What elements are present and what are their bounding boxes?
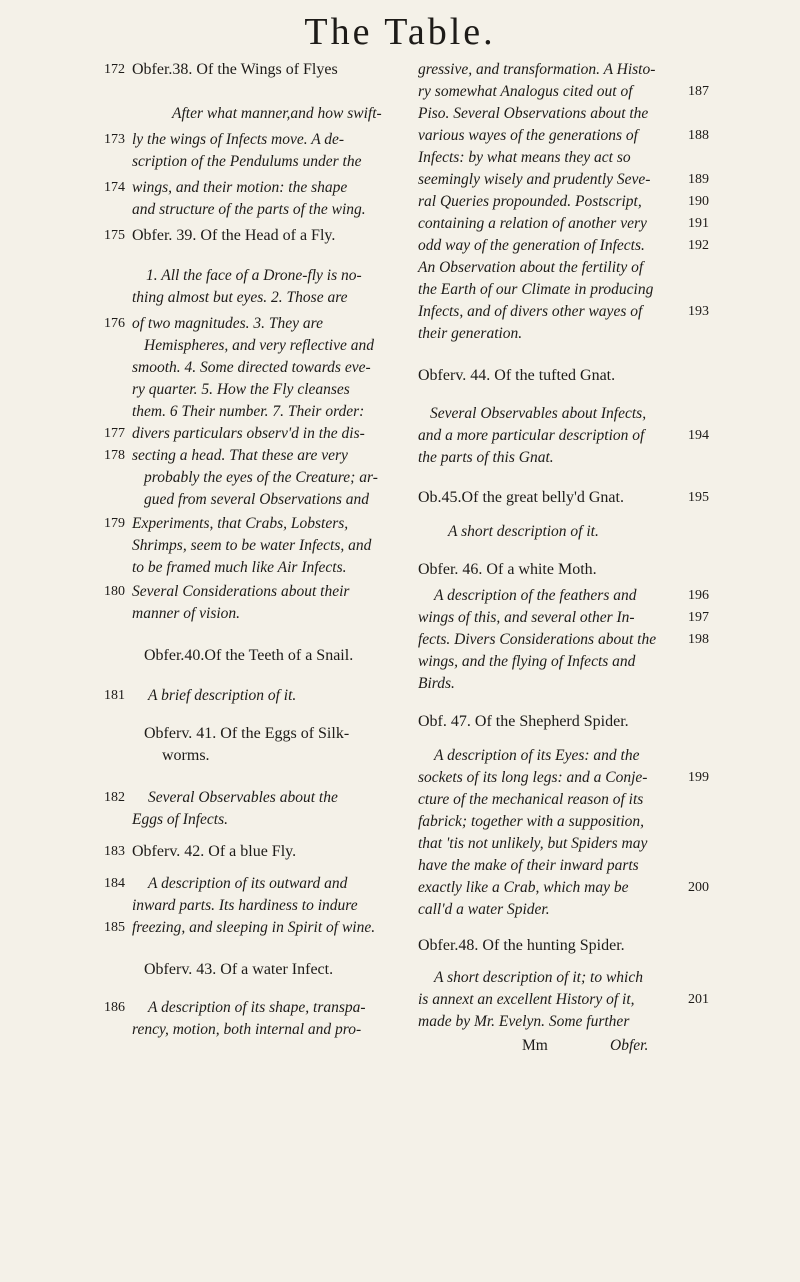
entry-line: ral Queries propounded. Postscript,: [418, 193, 642, 210]
entry-line: sockets of its long legs: and a Conje-: [418, 769, 648, 786]
observation-heading: Obferv. 44. Of the tufted Gnat.: [418, 367, 616, 384]
observation-heading: Obfer. 39. Of the Head of a Fly.: [132, 227, 336, 244]
entry-line: that 'tis not unlikely, but Spiders may: [418, 835, 648, 852]
page-number: 177: [104, 426, 125, 441]
observation-heading: Obferv. 42. Of a blue Fly.: [132, 843, 297, 860]
entry-line: exactly like a Crab, which may be: [418, 879, 629, 896]
entry-line: seemingly wisely and prudently Seve-: [418, 171, 651, 188]
entry-line: Hemispheres, and very reflective and: [144, 337, 374, 354]
page-number: 194: [688, 428, 709, 443]
observation-heading: Obfer. 46. Of a white Moth.: [418, 561, 597, 578]
entry-line: of two magnitudes. 3. They are: [132, 315, 324, 332]
page-number: 183: [104, 844, 125, 859]
entry-line: cture of the mechanical reason of its: [418, 791, 644, 808]
page-number: 174: [104, 180, 125, 195]
entry-line: various wayes of the generations of: [418, 127, 638, 144]
entry-line: A description of the feathers and: [434, 587, 637, 604]
entry-line: them. 6 Their number. 7. Their order:: [132, 403, 365, 420]
entry-line: to be framed much like Air Infects.: [132, 559, 347, 576]
page-number: 172: [104, 62, 125, 77]
entry-line: thing almost but eyes. 2. Those are: [132, 289, 348, 306]
entry-line: wings of this, and several other In-: [418, 609, 635, 626]
page-number: 200: [688, 880, 709, 895]
entry-line: Infects: by what means they act so: [418, 149, 631, 166]
page-number: 182: [104, 790, 125, 805]
entry-line: Eggs of Infects.: [132, 811, 228, 828]
page-number: 180: [104, 584, 125, 599]
page-number: 193: [688, 304, 709, 319]
entry-line: made by Mr. Evelyn. Some further: [418, 1013, 630, 1030]
entry-line: gued from several Observations and: [144, 491, 370, 508]
entry-line: rency, motion, both internal and pro-: [132, 1021, 362, 1038]
observation-heading: Ob.45.Of the great belly'd Gnat.: [418, 489, 624, 506]
entry-line: their generation.: [418, 325, 523, 342]
entry-line: the Earth of our Climate in producing: [418, 281, 654, 298]
page-number: 185: [104, 920, 125, 935]
entry-line: and structure of the parts of the wing.: [132, 201, 366, 218]
page-number: 179: [104, 516, 125, 531]
entry-line: Experiments, that Crabs, Lobsters,: [132, 515, 349, 532]
page-number: 191: [688, 216, 709, 231]
page-number: 173: [104, 132, 125, 147]
entry-line: Several Observables about Infects,: [430, 405, 647, 422]
entry-line: An Observation about the fertility of: [418, 259, 644, 276]
entry-line: scription of the Pendulums under the: [132, 153, 362, 170]
entry-line: Several Considerations about their: [132, 583, 350, 600]
observation-heading: Obferv. 41. Of the Eggs of Silk-: [144, 725, 350, 742]
observation-heading: Obfer.38. Of the Wings of Flyes: [132, 61, 338, 78]
entry-line: manner of vision.: [132, 605, 241, 622]
entry-line: and a more particular description of: [418, 427, 645, 444]
entry-line: Several Observables about the: [148, 789, 338, 806]
entry-line: Obfer.: [610, 1037, 649, 1054]
page-number: 190: [688, 194, 709, 209]
entry-line: freezing, and sleeping in Spirit of wine.: [132, 919, 376, 936]
page-title: The Table.: [304, 11, 496, 53]
entry-line: the parts of this Gnat.: [418, 449, 554, 466]
entry-line: containing a relation of another very: [418, 215, 647, 232]
page-number: 196: [688, 588, 709, 603]
page-number: 188: [688, 128, 709, 143]
entry-line: A short description of it.: [448, 523, 599, 540]
page-number: 197: [688, 610, 709, 625]
entry-line: wings, and their motion: the shape: [132, 179, 348, 196]
entry-line: smooth. 4. Some directed towards eve-: [132, 359, 371, 376]
entry-line: ry quarter. 5. How the Fly cleanses: [132, 381, 350, 398]
entry-line: A description of its shape, transpa-: [148, 999, 366, 1016]
entry-line: divers particulars observ'd in the dis-: [132, 425, 365, 442]
entry-line: A description of its Eyes: and the: [434, 747, 640, 764]
observation-heading: worms.: [162, 747, 210, 764]
entry-line: After what manner,and how swift-: [172, 105, 382, 122]
page-number: 176: [104, 316, 125, 331]
entry-line: Shrimps, seem to be water Infects, and: [132, 537, 372, 554]
page-number: 199: [688, 770, 709, 785]
entry-line: Birds.: [418, 675, 455, 692]
entry-line: A brief description of it.: [148, 687, 297, 704]
entry-line: have the make of their inward parts: [418, 857, 639, 874]
page-number: 192: [688, 238, 709, 253]
page-number: 201: [688, 992, 709, 1007]
page-number: 186: [104, 1000, 125, 1015]
entry-line: ly the wings of Infects move. A de-: [132, 131, 345, 148]
observation-heading: Obf. 47. Of the Shepherd Spider.: [418, 713, 629, 730]
page-number: 181: [104, 688, 125, 703]
entry-line: Infects, and of divers other wayes of: [418, 303, 643, 320]
entry-line: odd way of the generation of Infects.: [418, 237, 645, 254]
entry-line: is annext an excellent History of it,: [418, 991, 635, 1008]
page-number: 195: [688, 490, 709, 505]
entry-line: fabrick; together with a supposition,: [418, 813, 645, 830]
entry-line: Piso. Several Observations about the: [418, 105, 649, 122]
observation-heading: Obfer.40.Of the Teeth of a Snail.: [144, 647, 354, 664]
page-number: 178: [104, 448, 125, 463]
entry-line: secting a head. That these are very: [132, 447, 348, 464]
page-number: 189: [688, 172, 709, 187]
page-number: 184: [104, 876, 125, 891]
page-number: 187: [688, 84, 709, 99]
page-number: 198: [688, 632, 709, 647]
entry-line: Mm: [522, 1037, 548, 1054]
entry-line: fects. Divers Considerations about the: [418, 631, 657, 648]
entry-line: probably the eyes of the Creature; ar-: [144, 469, 378, 486]
entry-line: call'd a water Spider.: [418, 901, 550, 918]
entry-line: ry somewhat Analogus cited out of: [418, 83, 633, 100]
entry-line: A short description of it; to which: [434, 969, 643, 986]
entry-line: 1. All the face of a Drone-fly is no-: [146, 267, 362, 284]
entry-line: A description of its outward and: [148, 875, 348, 892]
observation-heading: Obfer.48. Of the hunting Spider.: [418, 937, 625, 954]
observation-heading: Obferv. 43. Of a water Infect.: [144, 961, 334, 978]
entry-line: inward parts. Its hardiness to indure: [132, 897, 358, 914]
page-number: 175: [104, 228, 125, 243]
entry-line: wings, and the flying of Infects and: [418, 653, 636, 670]
entry-line: gressive, and transformation. A Histo-: [418, 61, 656, 78]
